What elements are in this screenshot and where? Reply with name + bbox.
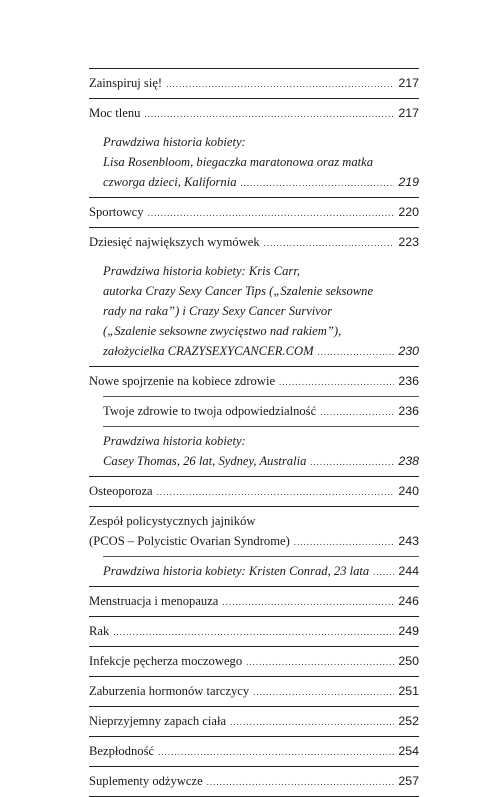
leader-dots xyxy=(264,233,395,253)
leader-dots xyxy=(318,342,395,362)
table-of-contents xyxy=(89,68,419,797)
toc-entry-page: 219 xyxy=(398,175,419,189)
toc-story-entry xyxy=(103,128,419,197)
toc-entry xyxy=(89,766,419,797)
toc-entry-title: Zaburzenia hormonów tarczycy xyxy=(89,684,250,698)
toc-entry xyxy=(89,616,419,646)
toc-entry-title: Zainspiruj się! xyxy=(89,76,163,90)
toc-entry-page: 249 xyxy=(398,624,419,638)
toc-entry xyxy=(89,197,419,227)
leader-dots xyxy=(310,452,394,472)
toc-entry-page: 236 xyxy=(398,404,419,418)
toc-entry-line: Prawdziwa historia kobiety: Kris Carr, xyxy=(103,264,300,278)
toc-entry xyxy=(89,68,419,98)
leader-dots xyxy=(207,772,395,792)
toc-entry-line: założycielka CRAZYSEXYCANCER.COM xyxy=(103,344,314,358)
toc-entry-page: 217 xyxy=(398,76,419,90)
toc-story-entry xyxy=(103,257,419,366)
toc-entry-title: Osteoporoza xyxy=(89,484,153,498)
toc-entry-page: 254 xyxy=(398,744,419,758)
toc-entry-page: 257 xyxy=(398,774,419,788)
leader-dots xyxy=(320,402,394,422)
toc-entry-title: Nieprzyjemny zapach ciała xyxy=(89,714,227,728)
toc-entry-title: Moc tlenu xyxy=(89,106,141,120)
leader-dots xyxy=(279,372,394,392)
leader-dots xyxy=(253,682,394,702)
leader-dots xyxy=(241,173,395,193)
toc-entry-title: Twoje zdrowie to twoja odpowiedzialność xyxy=(103,404,317,418)
leader-dots xyxy=(148,203,395,223)
leader-dots xyxy=(230,712,394,732)
leader-dots xyxy=(246,652,394,672)
toc-entry xyxy=(89,586,419,616)
leader-dots xyxy=(373,562,394,582)
toc-entry xyxy=(89,646,419,676)
toc-entry-page: 240 xyxy=(398,484,419,498)
toc-entry-page: 223 xyxy=(398,235,419,249)
toc-story-entry xyxy=(103,556,419,586)
toc-entry-page: 243 xyxy=(398,534,419,548)
toc-entry xyxy=(89,506,419,556)
toc-subentry xyxy=(103,396,419,426)
toc-entry-title: Dziesięć największych wymówek xyxy=(89,235,260,249)
toc-entry-page: 246 xyxy=(398,594,419,608)
toc-entry xyxy=(89,676,419,706)
toc-entry-page: 244 xyxy=(398,564,419,578)
leader-dots xyxy=(294,532,395,552)
toc-entry-title: Rak xyxy=(89,624,110,638)
toc-entry-line: rady na raka”) i Crazy Sexy Cancer Survivor xyxy=(103,304,333,318)
toc-entry-page: 230 xyxy=(398,344,419,358)
toc-entry xyxy=(89,98,419,128)
toc-entry-page: 238 xyxy=(398,454,419,468)
leader-dots xyxy=(166,74,394,94)
toc-entry-page: 252 xyxy=(398,714,419,728)
leader-dots xyxy=(113,622,394,642)
toc-entry-page: 250 xyxy=(398,654,419,668)
toc-entry-line: Casey Thomas, 26 lat, Sydney, Australia xyxy=(103,454,307,468)
toc-entry-line: Zespół policystycznych jajników xyxy=(89,514,256,528)
toc-entry-page: 236 xyxy=(398,374,419,388)
toc-entry xyxy=(89,706,419,736)
toc-entry xyxy=(89,227,419,257)
leader-dots xyxy=(157,482,395,502)
toc-entry-title: Suplementy odżywcze xyxy=(89,774,203,788)
toc-story-entry xyxy=(103,426,419,476)
toc-entry-title: Menstruacja i menopauza xyxy=(89,594,219,608)
toc-entry-title: Prawdziwa historia kobiety: Kristen Conrad, 23 lata xyxy=(103,564,370,578)
toc-entry-page: 251 xyxy=(398,684,419,698)
toc-entry-line: („Szalenie seksowne zwycięstwo nad rakiem”), xyxy=(103,324,342,338)
toc-entry xyxy=(89,366,419,396)
toc-entry-line: Prawdziwa historia kobiety: xyxy=(103,434,246,448)
toc-entry-title: Infekcje pęcherza moczowego xyxy=(89,654,243,668)
toc-entry-page: 217 xyxy=(398,106,419,120)
toc-entry-line: Lisa Rosenbloom, biegaczka maratonowa oraz matka xyxy=(103,155,374,169)
toc-entry-page: 220 xyxy=(398,205,419,219)
leader-dots xyxy=(158,742,394,762)
toc-entry xyxy=(89,736,419,766)
toc-entry-line: (PCOS – Polycistic Ovarian Syndrome) xyxy=(89,534,290,548)
leader-dots xyxy=(222,592,394,612)
toc-entry-title: Nowe spojrzenie na kobiece zdrowie xyxy=(89,374,276,388)
toc-entry-title: Sportowcy xyxy=(89,205,144,219)
toc-entry-title: Bezpłodność xyxy=(89,744,155,758)
toc-entry-line: Prawdziwa historia kobiety: xyxy=(103,135,246,149)
toc-entry-line: czworga dzieci, Kalifornia xyxy=(103,175,237,189)
toc-entry xyxy=(89,476,419,506)
toc-entry-line: autorka Crazy Sexy Cancer Tips („Szalenie seksowne xyxy=(103,284,374,298)
leader-dots xyxy=(144,104,394,124)
